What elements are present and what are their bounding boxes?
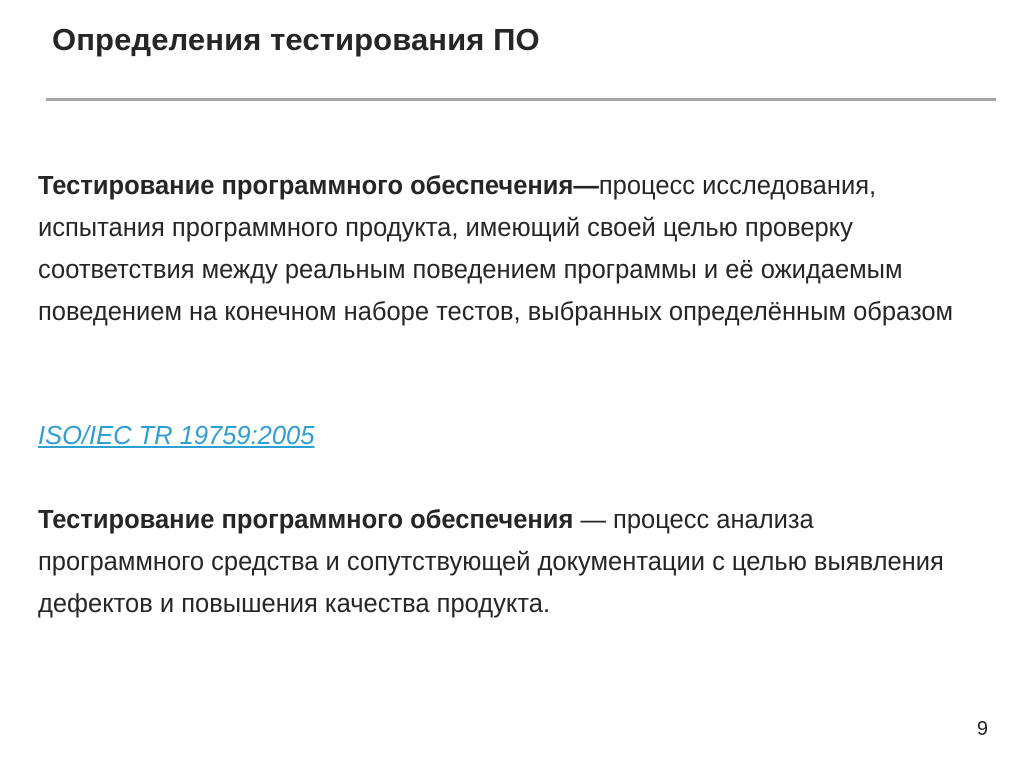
definition-2-text: процесс анализа программного средства и сопутствующей документации с целью выявления дефектов и повышения качества продукта. — [38, 506, 944, 618]
definition-1-text: процесс исследования, испытания программного продукта, имеющий своей целью проверку соответствия между реальным поведением программы и её ожидаемым поведением на конечном наборе тестов, выбранных определённым образом — [38, 172, 954, 326]
definition-2 — [38, 499, 968, 625]
source-link-iso-iec[interactable]: ISO/IEC TR 19759:2005 — [38, 422, 315, 450]
definition-2-term: Тестирование программного обеспечения — [38, 506, 574, 534]
page-number: 9 — [976, 718, 988, 740]
title-divider — [46, 98, 996, 101]
definition-2-separator: — — [573, 506, 614, 534]
definition-1-term: Тестирование программного обеспечения — [38, 172, 574, 200]
definition-1-separator: — — [573, 172, 599, 200]
slide-title: Определения тестирования ПО — [52, 22, 540, 57]
definition-1 — [38, 165, 968, 333]
